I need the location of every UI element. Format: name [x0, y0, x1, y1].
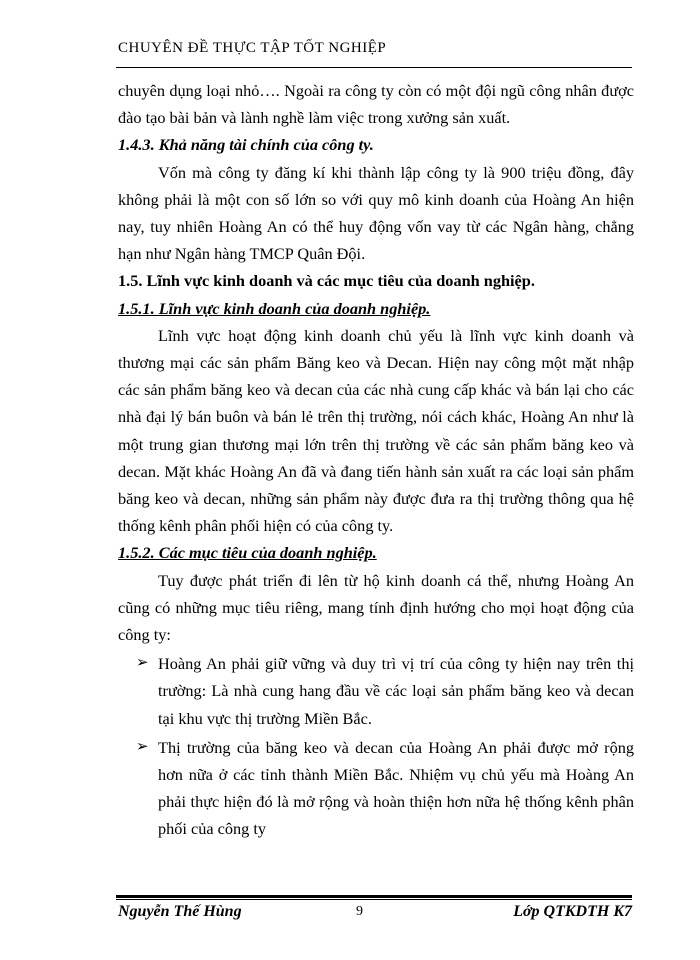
footer-divider-thick — [116, 895, 632, 898]
heading-1-5-1: 1.5.1. Lĩnh vực kinh doanh của doanh nghiệp. — [118, 298, 431, 318]
paragraph: Lĩnh vực hoạt động kinh doanh chủ yếu là lĩnh vực kinh doanh và thương mại các sản phẩm Băng keo và Decan. Hiện nay công một mặt nhập các sản phẩm băng keo và decan của các nhà cung cấp khác và bán lại cho các nhà đại lý bán buôn và bán lẻ trên thị trường, nói cách khác, Hoàng An như là một trung gian thương mại lớn trên thị trường về các sản phẩm băng keo và decan. Mặt khác Hoàng An đã và đang tiến hành sản xuất ra các loại sản phẩm băng keo và decan, những sản phẩm này được đưa ra thị trường thông qua hệ thống kênh phân phối hiện có của công ty. — [118, 325, 634, 536]
footer-class: Lớp QTKDTH K7 — [513, 903, 632, 920]
heading-1-4-3: 1.4.3. Khả năng tài chính của công ty. — [118, 135, 374, 155]
heading-1-5-2: 1.5.2. Các mục tiêu của doanh nghiệp. — [118, 543, 377, 563]
page-header: CHUYÊN ĐỀ THỰC TẬP TỐT NGHIỆP — [118, 40, 387, 56]
page-footer — [116, 903, 632, 927]
list-item — [118, 734, 634, 843]
paragraph: Vốn mà công ty đăng kí khi thành lập công ty là 900 triệu đồng, đây không phải là một con số lớn so với quy mô kinh doanh của Hoàng An hiện nay, tuy nhiên Hoàng An có thể huy động vốn vay từ các Ngân hàng, chẳng hạn như Ngân hàng TMCP Quân Đội. — [118, 162, 634, 264]
arrowhead-bullet-icon: ➢ — [136, 655, 149, 672]
footer-author: Nguyễn Thế Hùng — [118, 903, 242, 920]
footer-divider-thin — [116, 899, 632, 900]
heading-1-5: 1.5. Lĩnh vực kinh doanh và các mục tiêu của doanh nghiệp. — [118, 271, 535, 291]
header-divider — [116, 67, 632, 68]
list-item — [118, 650, 634, 732]
page-content — [118, 77, 634, 843]
arrowhead-bullet-icon: ➢ — [136, 738, 149, 755]
page-number: 9 — [356, 904, 363, 919]
list-item-text: Hoàng An phải giữ vững và duy trì vị trí của công ty hiện nay trên thị trường: Là nhà cung hang đầu về các loại sản phẩm băng keo và decan tại khu vực thị trường Miền Bắc. — [158, 654, 634, 728]
paragraph: Tuy được phát triển đi lên từ hộ kinh doanh cá thể, nhưng Hoàng An cũng có những mục tiêu riêng, mang tính định hướng cho mọi hoạt động của công ty: — [118, 570, 634, 645]
list-item-text: Thị trường của băng keo và decan của Hoàng An phải được mở rộng hơn nữa ở các tỉnh thành Miền Bắc. Nhiệm vụ chủ yếu mà Hoàng An phải thực hiện đó là mở rộng và hoàn thiện hơn nữa hệ thống kênh phân phối của công ty — [158, 737, 634, 839]
paragraph: chuyên dụng loại nhỏ…. Ngoài ra công ty còn có một đội ngũ công nhân được đào tạo bài bản và lành nghề làm việc trong xưởng sản xuất. — [118, 81, 634, 128]
